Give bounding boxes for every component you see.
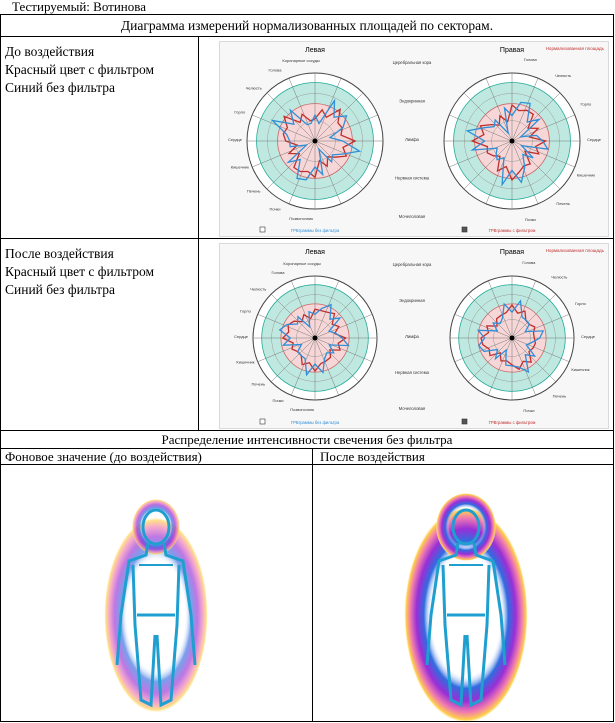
diagram-label: Правая	[499, 47, 525, 54]
sector-diagram-after	[219, 243, 609, 429]
column-divider	[312, 449, 313, 464]
glow-col-after: После воздействия	[320, 449, 425, 464]
diagram-label: Лимфа	[405, 334, 419, 339]
diagram-label: Печень	[552, 393, 567, 399]
aura-image-after	[361, 465, 571, 721]
diagram-label: Нервная система	[395, 370, 429, 375]
aura-image-before	[51, 465, 261, 721]
diagram-label: Правая	[499, 249, 525, 256]
row-label-line: Красный цвет с фильтром	[5, 62, 154, 77]
diagram-label: Эндокринная	[399, 298, 425, 303]
diagram-label: Сердце	[586, 137, 602, 142]
diagram-label: Горло	[240, 308, 251, 314]
subject-label: Тестируемый: Вотинова	[12, 0, 146, 14]
sector-diagram-before	[219, 41, 609, 237]
legend-box	[260, 419, 265, 424]
diagram-label: Челюсть	[250, 286, 267, 292]
polar-diagram	[220, 42, 608, 236]
diagram-label: Сердце	[227, 137, 243, 142]
diagram-label: Голова	[268, 67, 282, 73]
diagram-label: Нормализованная площадь	[545, 248, 604, 253]
table-title: Диаграмма измерений нормализованных площадей по секторам.	[1, 15, 613, 37]
column-divider	[312, 465, 313, 721]
diagram-label: Нормализованная площадь	[545, 46, 604, 51]
diagram-label: Коронарные сосуды	[282, 58, 320, 64]
polar-diagram	[220, 244, 608, 428]
diagram-label: ГРВграммы с фильтром	[488, 420, 536, 425]
row-label-line: Красный цвет с фильтром	[5, 264, 154, 279]
glow-images-row	[1, 465, 613, 721]
diagram-label: Кишечник	[230, 164, 249, 170]
diagram-label: Почки	[523, 408, 535, 414]
legend-box	[260, 227, 265, 232]
row-label-line: Синий без фильтра	[5, 80, 115, 95]
diagram-label: Левая	[305, 47, 325, 54]
diagram-label: Позвоночник	[289, 215, 314, 221]
diagram-label: ГРВграммы без фильтра	[290, 228, 340, 233]
diagram-label: ГРВграммы без фильтра	[290, 420, 340, 425]
diagram-label: Кишечник	[571, 366, 590, 372]
legend-box	[462, 227, 467, 232]
diagram-label: Почки	[524, 216, 536, 222]
diagram-label: Мочеполовая	[398, 214, 426, 219]
diagram-label: Сердце	[580, 334, 596, 339]
diagram-label: Сердце	[233, 334, 249, 339]
row-after-label	[5, 245, 195, 299]
diagram-label: ГРВграммы с фильтром	[488, 228, 536, 233]
column-divider	[198, 239, 199, 430]
diagram-label: Голова	[271, 269, 285, 275]
results-table	[0, 14, 614, 722]
glow-header-row	[1, 449, 613, 465]
row-before-label	[5, 43, 195, 97]
diagram-label: Печень	[556, 201, 570, 207]
row-after	[1, 239, 613, 431]
diagram-label: Печень	[251, 381, 266, 387]
diagram-label: Церебральная кора	[392, 262, 432, 267]
diagram-label: Горло	[234, 109, 246, 115]
diagram-label: Лимфа	[405, 137, 419, 142]
diagram-label: Нервная система	[395, 175, 429, 181]
row-label-line: До воздействия	[5, 44, 95, 59]
diagram-label: Челюсть	[245, 85, 262, 91]
diagram-label: Печень	[246, 188, 261, 194]
glow-col-before: Фоновое значение (до воздействия)	[5, 449, 202, 464]
row-label-line: После воздействия	[5, 246, 114, 261]
row-label-line: Синий без фильтра	[5, 282, 115, 297]
diagram-label: Коронарные сосуды	[283, 261, 321, 267]
diagram-label: Почки	[272, 398, 284, 404]
legend-box	[462, 419, 467, 424]
diagram-label: Горло	[580, 101, 592, 107]
diagram-label: Голова	[523, 57, 537, 63]
diagram-label: Челюсть	[555, 72, 572, 78]
diagram-label: Кишечник	[236, 359, 255, 365]
diagram-label: Горло	[575, 301, 586, 307]
diagram-label: Эндокринная	[399, 98, 425, 104]
diagram-label: Позвоночник	[290, 406, 315, 412]
diagram-label: Кишечник	[576, 172, 595, 178]
diagram-label: Почки	[269, 206, 281, 212]
diagram-label: Челюсть	[551, 274, 568, 280]
diagram-label: Голова	[522, 259, 536, 265]
glow-title: Распределение интенсивности свечения без фильтра	[1, 431, 613, 449]
diagram-label: Мочеполовая	[398, 406, 426, 411]
diagram-label: Церебральная кора	[392, 60, 432, 65]
row-before	[1, 37, 613, 239]
diagram-label: Левая	[305, 249, 325, 256]
column-divider	[198, 37, 199, 238]
